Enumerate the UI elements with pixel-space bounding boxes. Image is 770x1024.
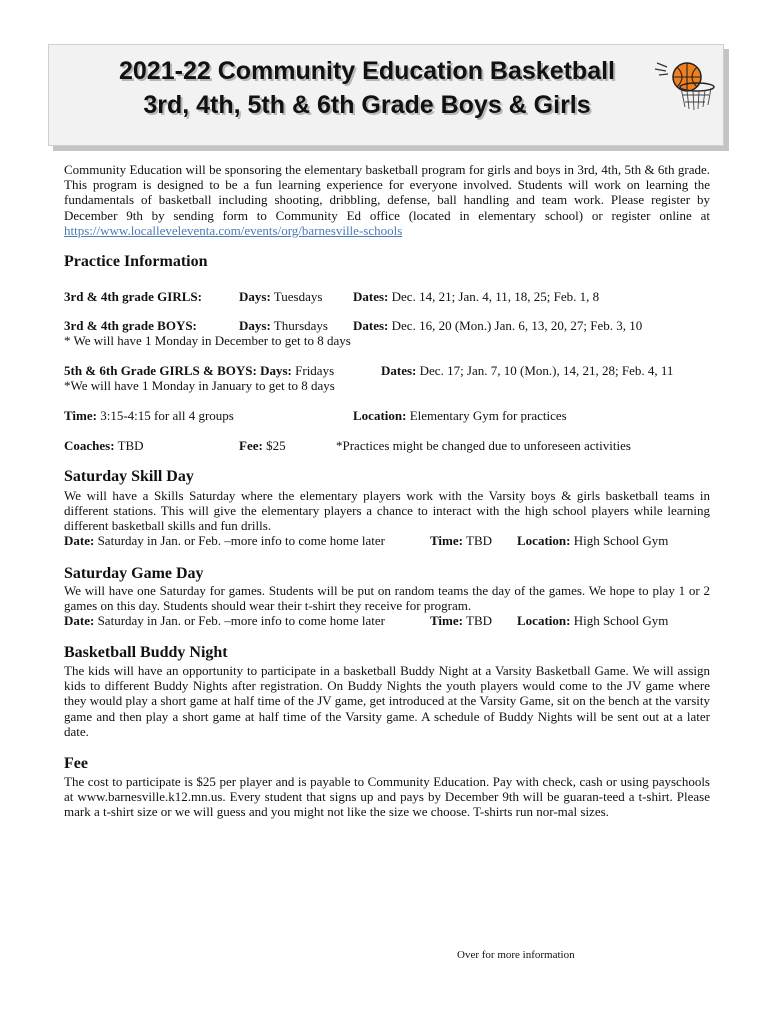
practice-fee: Fee: $25 [239, 438, 286, 453]
boys34-days: Days: Thursdays [239, 318, 328, 333]
skill-day-time: Time: TBD [430, 533, 492, 548]
game-day-heading: Saturday Game Day [64, 565, 204, 582]
skill-day-text: We will have a Skills Saturday where the elementary players work with the Varsity boys & girls basketball teams in different stations. This will give the elementary players a chance to interact with the high school players while learning different basketball skills and fun drills. [64, 488, 710, 534]
title-banner [48, 44, 724, 146]
skill-day-heading: Saturday Skill Day [64, 468, 194, 485]
girls34-days: Days: Tuesdays [239, 289, 323, 304]
group56-label: 5th & 6th Grade GIRLS & BOYS: Days: Fridays [64, 363, 335, 378]
buddy-night-heading: Basketball Buddy Night [64, 644, 228, 661]
basketball-hoop-icon [653, 53, 717, 113]
group56-dates: Dates: Dec. 17; Jan. 7, 10 (Mon.), 14, 21, 28; Feb. 4, 11 [381, 363, 674, 378]
page-subtitle: 3rd, 4th, 5th & 6th Grade Boys & Girls [143, 91, 591, 119]
page-title: 2021-22 Community Education Basketball [119, 57, 615, 85]
registration-link[interactable]: https://www.localleveleventa.com/events/org/barnesville-schools [64, 222, 403, 238]
boys34-label: 3rd & 4th grade BOYS: [64, 318, 197, 333]
boys34-dates: Dates: Dec. 16, 20 (Mon.) Jan. 6, 13, 20, 27; Feb. 3, 10 [353, 318, 643, 333]
intro-paragraph [64, 162, 710, 238]
buddy-night-text: The kids will have an opportunity to participate in a basketball Buddy Night at a Varsity Basketball Game. We will assign kids to different Buddy Nights after registration. On Buddy Nights the youth players would come to the JV game where they would play a short game at half time of the JV game, get introduced at the Varsity Game, sit on the bench at the varsity game and then play a short game at half time of the Varsity game. A schedule of Buddy Nights will be sent out at a later date. [64, 663, 710, 739]
boys34-note: * We will have 1 Monday in December to get to 8 days [64, 333, 351, 348]
coaches: Coaches: TBD [64, 438, 144, 453]
fee-heading: Fee [64, 755, 88, 772]
intro-text: Community Education will be sponsoring the elementary basketball program for girls and boys in 3rd, 4th, 5th & 6th grade. This program is designed to be a fun learning experience for everyone involved. Students will work on learning the fundamentals of basketball including shooting, dribbling, defense, ball handling and team work. Please register by December 9th by sending form to Community Ed office (located in elementary school) or register online at [64, 162, 710, 223]
skill-day-location: Location: High School Gym [517, 533, 669, 548]
game-day-time: Time: TBD [430, 613, 492, 628]
game-day-location: Location: High School Gym [517, 613, 669, 628]
fee-text: The cost to participate is $25 per player and is payable to Community Education. Pay with check, cash or using payschools at www.barnesville.k12.mn.us. Every student that signs up and pays by December 9th will be guaran-teed a t-shirt. Please mark a t-shirt size or we will guess and you might not like the size we choose. T-shirts run nor-mal sizes. [64, 774, 710, 820]
practice-heading: Practice Information [64, 253, 208, 270]
practice-disclaimer: *Practices might be changed due to unforeseen activities [336, 438, 631, 453]
game-day-text: We will have one Saturday for games. Students will be put on random teams the day of the games. We hope to play 1 or 2 games on this day. Students should wear their t-shirt they receive for program. [64, 583, 710, 614]
footer-note: Over for more information [457, 949, 575, 961]
girls34-dates: Dates: Dec. 14, 21; Jan. 4, 11, 18, 25; Feb. 1, 8 [353, 289, 600, 304]
practice-location: Location: Elementary Gym for practices [353, 408, 567, 423]
skill-day-date: Date: Saturday in Jan. or Feb. –more info to come home later [64, 533, 385, 548]
girls34-label: 3rd & 4th grade GIRLS: [64, 289, 202, 304]
group56-note: *We will have 1 Monday in January to get to 8 days [64, 378, 335, 393]
practice-time: Time: 3:15-4:15 for all 4 groups [64, 408, 234, 423]
game-day-date: Date: Saturday in Jan. or Feb. –more info to come home later [64, 613, 385, 628]
